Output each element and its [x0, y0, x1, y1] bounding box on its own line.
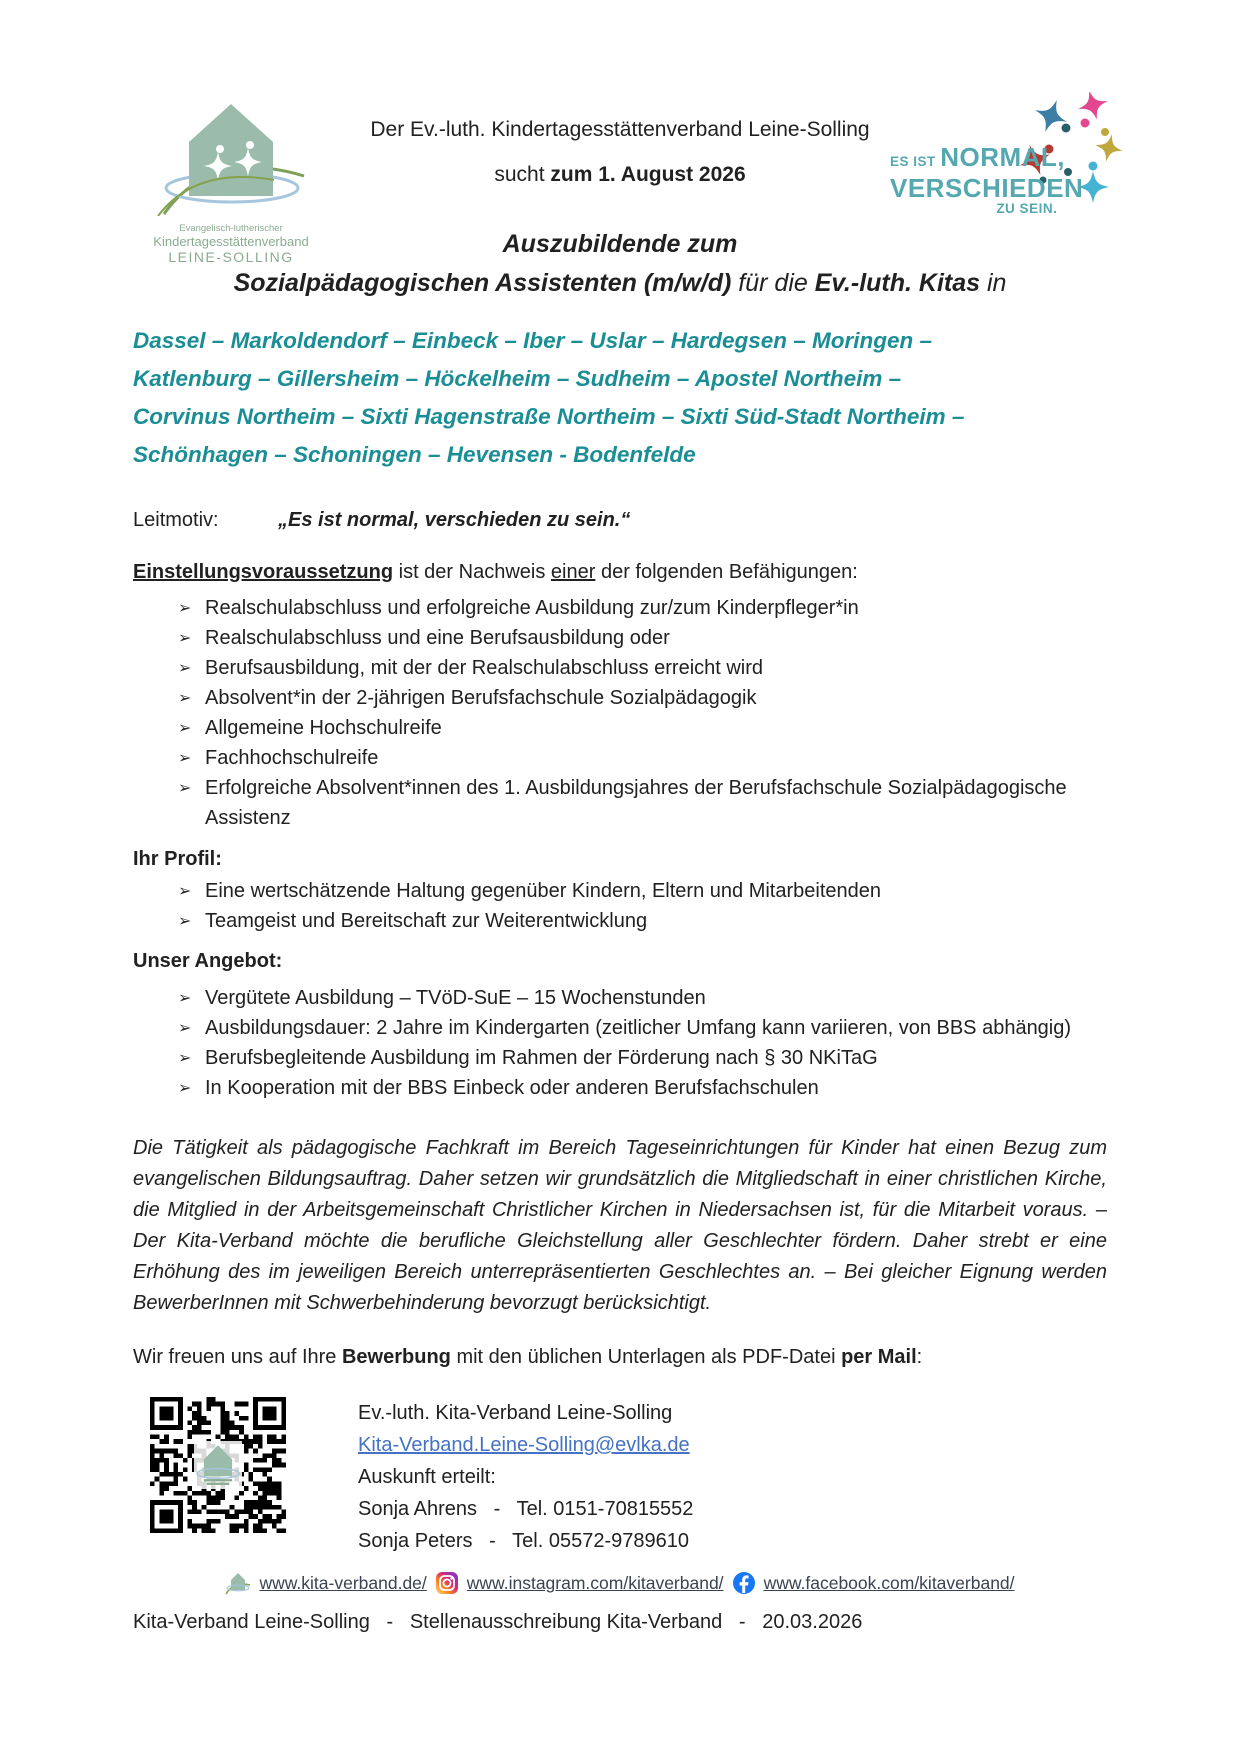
- offer-heading: Unser Angebot:: [133, 950, 283, 972]
- offer-text: Berufsbegleitende Ausbildung im Rahmen der Förderung nach § 30 NKiTaG: [205, 1047, 878, 1069]
- list-item: [133, 773, 1107, 833]
- contact-org: Ev.-luth. Kita-Verband Leine-Solling: [358, 1402, 673, 1424]
- requirements-intro-keyword: Einstellungsvoraussetzung: [133, 561, 394, 583]
- diversity-text-small1: ES IST: [890, 154, 936, 169]
- list-item: [133, 1073, 1107, 1103]
- job-title-line1: Auszubildende zum: [502, 230, 738, 258]
- bullet-arrow-icon: ➢: [178, 658, 192, 677]
- email-link[interactable]: Kita-Verband.Leine-Solling@evlka.de: [358, 1434, 690, 1456]
- intro-line1: Der Ev.-luth. Kindertagesstättenverband Leine-Solling: [370, 118, 870, 141]
- profile-text: Eine wertschätzende Haltung gegenüber Kindern, Eltern und Mitarbeitenden: [205, 880, 881, 902]
- closing-colon: :: [916, 1346, 923, 1368]
- diversity-text-big2: VERSCHIEDEN: [890, 173, 1084, 203]
- profile-text: Teamgeist und Bereitschaft zur Weiterentwicklung: [205, 910, 648, 932]
- intro-start-date: zum 1. August 2026: [550, 163, 746, 186]
- website-house-icon: [225, 1571, 251, 1595]
- bullet-arrow-icon: ➢: [178, 1078, 192, 1097]
- bullet-arrow-icon: ➢: [178, 598, 192, 617]
- list-item: [133, 743, 1107, 773]
- instagram-icon: [435, 1571, 459, 1595]
- qr-code: [150, 1397, 286, 1533]
- bullet-arrow-icon: ➢: [178, 688, 192, 707]
- list-item: [133, 713, 1107, 743]
- list-item: [133, 683, 1107, 713]
- offer-text: In Kooperation mit der BBS Einbeck oder anderen Berufsfachschulen: [205, 1077, 819, 1099]
- closing-bewerbung: Bewerbung: [341, 1346, 451, 1368]
- locations-line2: Katlenburg – Gillersheim – Höckelheim – Sudheim – Apostel Northeim –: [133, 366, 902, 391]
- profile-list: [133, 876, 1107, 936]
- locations-line1: Dassel – Markoldendorf – Einbeck – Iber – Uslar – Hardegsen – Moringen –: [133, 328, 933, 353]
- contact-person-2: Sonja Peters - Tel. 05572-9789610: [358, 1530, 689, 1552]
- logo-org-line3: LEINE-SOLLING: [168, 249, 294, 265]
- contact-info-label: Auskunft erteilt:: [358, 1466, 496, 1488]
- job-title-end: in: [980, 269, 1007, 297]
- bullet-arrow-icon: ➢: [178, 1018, 192, 1037]
- requirement-text: Fachhochschulreife: [205, 747, 379, 769]
- intro-line2: [133, 161, 1107, 189]
- requirements-list: [133, 593, 1107, 833]
- facebook-link[interactable]: www.facebook.com/kitaverband/: [763, 1572, 1015, 1593]
- leitmotiv-label: Leitmotiv:: [133, 509, 219, 531]
- legal-paragraph: Die Tätigkeit als pädagogische Fachkraft im Bereich Tageseinrichtungen für Kinder hat einen Bezug zum evangelischen Bildungsauftrag. Daher setzen wir grundsätzlich die Mitgliedschaft in einer christlichen Kirche, die Mitglied in der Arbeitsgemeinschaft Christlicher Kirchen in Niedersachsen ist, für die Mitarbeit voraus. – Der Kita-Verband möchte die berufliche Gleichstellung aller Geschlechter fördern. Daher strebt er eine Erhöhung des im jeweiligen Bereich unterrepräsentierten Geschlechtes an. – Bei gleicher Eignung werden BewerberInnen mit Schwerbehinderung bevorzugt berücksichtigt.: [133, 1137, 1107, 1314]
- bullet-arrow-icon: ➢: [178, 778, 192, 797]
- contact-person-1: Sonja Ahrens - Tel. 0151-70815552: [358, 1498, 694, 1520]
- job-title-role: Sozialpädagogischen Assistenten (m/w/d): [233, 269, 732, 297]
- list-item: [133, 593, 1107, 623]
- instagram-link[interactable]: www.instagram.com/kitaverband/: [466, 1572, 724, 1593]
- requirement-text: Erfolgreiche Absolvent*innen des 1. Ausbildungsjahres der Berufsfachschule Sozialpädagogische Assistenz: [205, 777, 1067, 829]
- closing-mid: mit den üblichen Unterlagen als PDF-Datei: [450, 1346, 842, 1368]
- document-footer-line: Kita-Verband Leine-Solling - Stellenausschreibung Kita-Verband - 20.03.2026: [133, 1611, 863, 1633]
- bullet-arrow-icon: ➢: [178, 988, 192, 1007]
- locations-list: [133, 322, 1107, 474]
- contact-details: [358, 1397, 693, 1557]
- bullet-arrow-icon: ➢: [178, 628, 192, 647]
- job-title-org: Ev.-luth. Kitas: [814, 269, 981, 297]
- list-item: [133, 623, 1107, 653]
- diversity-text-big1: NORMAL,: [940, 142, 1066, 172]
- facebook-icon: [732, 1571, 756, 1595]
- requirement-text: Absolvent*in der 2-jährigen Berufsfachschule Sozialpädagogik: [205, 687, 757, 709]
- requirements-intro-mid2: der folgenden Befähigungen:: [595, 561, 858, 583]
- leitmotiv-quote: „Es ist normal, verschieden zu sein.“: [278, 509, 631, 531]
- contact-block: [133, 1397, 1107, 1557]
- bullet-arrow-icon: ➢: [178, 1048, 192, 1067]
- requirements-intro-mid1: ist der Nachweis: [393, 561, 551, 583]
- list-item: [133, 876, 1107, 906]
- qr-center-logo: [194, 1441, 242, 1489]
- requirements-intro-einer: einer: [550, 561, 596, 583]
- list-item: [133, 653, 1107, 683]
- list-item: [133, 983, 1107, 1013]
- website-link[interactable]: www.kita-verband.de/: [259, 1572, 427, 1593]
- offer-list: [133, 983, 1107, 1103]
- job-title-line2: [133, 266, 1107, 300]
- requirement-text: Berufsausbildung, mit der der Realschulabschluss erreicht wird: [205, 657, 764, 679]
- offer-text: Ausbildungsdauer: 2 Jahre im Kindergarten (zeitlicher Umfang kann variieren, von BBS abhängig): [205, 1017, 1072, 1039]
- job-title-mid: für die: [731, 269, 815, 297]
- list-item: [133, 1013, 1107, 1043]
- locations-line3: Corvinus Northeim – Sixti Hagenstraße Northeim – Sixti Süd-Stadt Northeim –: [133, 404, 965, 429]
- bullet-arrow-icon: ➢: [178, 911, 192, 930]
- requirement-text: Realschulabschluss und eine Berufsausbildung oder: [205, 627, 670, 649]
- bullet-arrow-icon: ➢: [178, 718, 192, 737]
- locations-line4: Schönhagen – Schoningen – Hevensen - Bodenfelde: [133, 442, 696, 467]
- list-item: [133, 1043, 1107, 1073]
- qr-house-icon: [194, 1397, 242, 1533]
- requirements-intro: [133, 558, 1107, 586]
- requirement-text: Realschulabschluss und erfolgreiche Ausbildung zur/zum Kinderpfleger*in: [205, 597, 859, 619]
- footer-links-row: [133, 1571, 1107, 1595]
- closing-pre: Wir freuen uns auf Ihre: [133, 1346, 342, 1368]
- requirement-text: Allgemeine Hochschulreife: [205, 717, 442, 739]
- bullet-arrow-icon: ➢: [178, 881, 192, 900]
- bullet-arrow-icon: ➢: [178, 748, 192, 767]
- closing-per-mail: per Mail: [841, 1346, 917, 1368]
- logo-org-line2: Kindertagesstättenverband: [153, 234, 309, 249]
- list-item: [133, 906, 1107, 936]
- intro-line2-pre: sucht: [494, 163, 551, 186]
- diversity-text-small2: ZU SEIN.: [996, 201, 1058, 216]
- closing-line: [133, 1343, 1107, 1371]
- profile-heading: Ihr Profil:: [133, 848, 222, 870]
- leitmotiv-row: [133, 506, 1107, 534]
- offer-text: Vergütete Ausbildung – TVöD-SuE – 15 Wochenstunden: [205, 987, 706, 1009]
- logo-org-line1: Evangelisch-lutherischer: [179, 223, 283, 234]
